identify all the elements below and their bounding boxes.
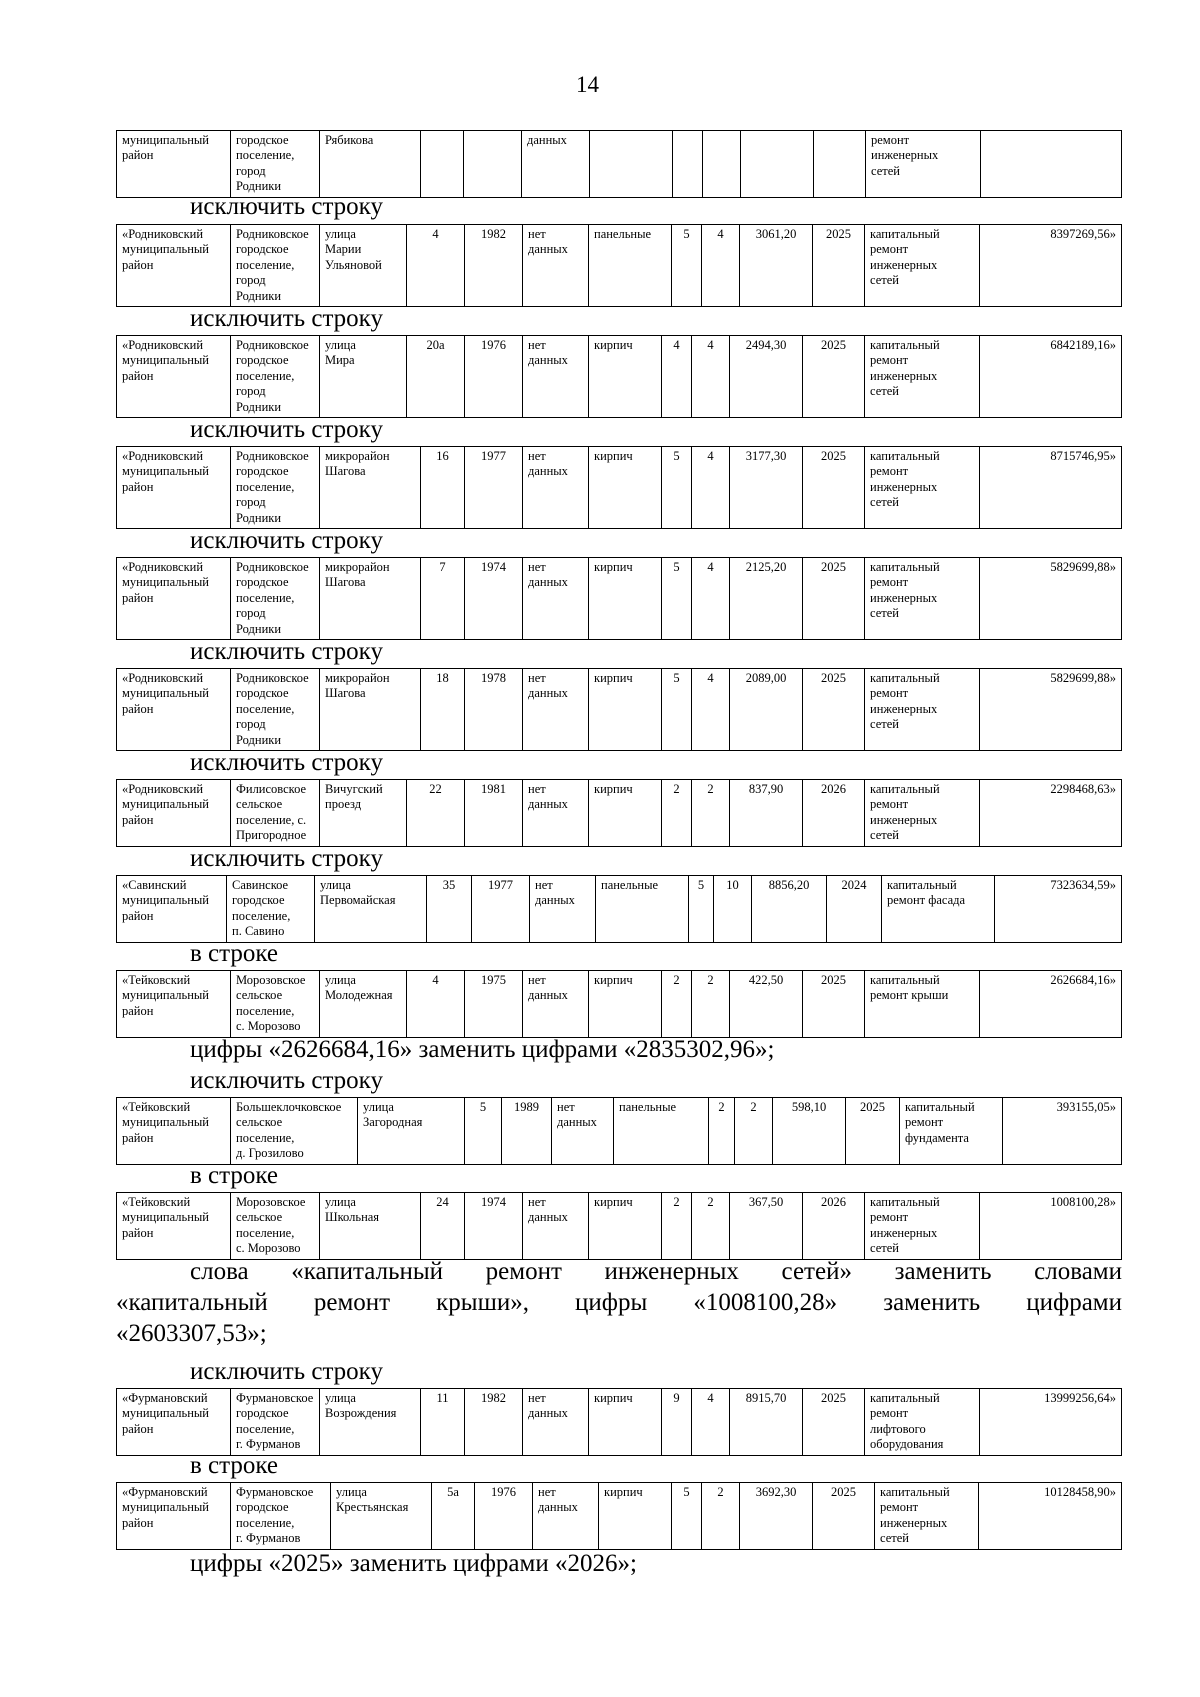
- cell-material: [590, 131, 673, 198]
- cell-year: 1977: [472, 876, 530, 943]
- cell-material: кирпич: [599, 1483, 672, 1550]
- replacement-text-2-line-1: слова «капитальный ремонт инженерных сетей» заменить словами: [190, 1258, 1122, 1285]
- cell-settlement: Морозовское сельское поселение, с. Морозово: [231, 971, 320, 1038]
- cell-plan-year: 2025: [813, 1483, 875, 1550]
- cell-wear: нет данных: [523, 558, 589, 640]
- table-row-12: [116, 1482, 1122, 1550]
- table-row-5: [116, 668, 1122, 751]
- cell-entrances: 4: [692, 558, 730, 640]
- cell-street: улица Школьная: [320, 1193, 421, 1260]
- cell-floors: 9: [662, 1389, 692, 1456]
- cell-cost: 8715746,95»: [980, 447, 1122, 529]
- cell-street: улица Молодежная: [320, 971, 407, 1038]
- cell-entrances: 2: [692, 971, 730, 1038]
- cell-street: улица Возрождения: [320, 1389, 421, 1456]
- cell-wear: нет данных: [523, 447, 589, 529]
- cell-work: капитальный ремонт инженерных сетей: [865, 780, 980, 847]
- cell-work: капитальный ремонт инженерных сетей: [865, 225, 980, 307]
- cell-wear: нет данных: [552, 1098, 614, 1165]
- instruction-in-row: в строке: [190, 1452, 279, 1479]
- cell-year: 1976: [475, 1483, 533, 1550]
- cell-settlement: Родниковское городское поселение, город Родники: [231, 225, 320, 307]
- cell-cost: [981, 131, 1122, 198]
- cell-cost: 1008100,28»: [980, 1193, 1122, 1260]
- cell-cost: 5829699,88»: [980, 558, 1122, 640]
- table-row-8: [116, 970, 1122, 1038]
- cell-work: капитальный ремонт фасада: [882, 876, 995, 943]
- cell-floors: 5: [672, 225, 702, 307]
- instruction-exclude: исключить строку: [190, 416, 383, 443]
- cell-plan-year: [814, 131, 866, 198]
- cell-wear: нет данных: [523, 780, 589, 847]
- cell-area: 367,50: [730, 1193, 803, 1260]
- cell-year: 1989: [502, 1098, 552, 1165]
- cell-plan-year: 2025: [803, 669, 865, 751]
- cell-plan-year: 2025: [846, 1098, 900, 1165]
- cell-plan-year: 2026: [803, 780, 865, 847]
- cell-year: 1981: [465, 780, 523, 847]
- cell-settlement: Родниковское городское поселение, город Родники: [231, 669, 320, 751]
- cell-area: 2125,20: [730, 558, 803, 640]
- cell-house: 4: [407, 225, 465, 307]
- table-row-4: [116, 557, 1122, 640]
- cell-district: «Тейковский муниципальный район: [117, 1098, 231, 1165]
- cell-floors: 5: [662, 669, 692, 751]
- cell-entrances: 4: [692, 1389, 730, 1456]
- cell-house: 5: [465, 1098, 502, 1165]
- cell-area: 3692,30: [740, 1483, 813, 1550]
- cell-district: «Родниковский муниципальный район: [117, 780, 231, 847]
- cell-settlement: городское поселение, город Родники: [231, 131, 320, 198]
- cell-cost: 8397269,56»: [980, 225, 1122, 307]
- cell-district: «Родниковский муниципальный район: [117, 669, 231, 751]
- cell-material: кирпич: [589, 1193, 662, 1260]
- cell-floors: 2: [662, 971, 692, 1038]
- cell-work: капитальный ремонт крыши: [865, 971, 980, 1038]
- cell-settlement: Фурмановское городское поселение, г. Фурманов: [231, 1483, 331, 1550]
- cell-district: «Родниковский муниципальный район: [117, 447, 231, 529]
- cell-year: 1974: [465, 558, 523, 640]
- cell-wear: нет данных: [533, 1483, 599, 1550]
- cell-district: «Фурмановский муниципальный район: [117, 1389, 231, 1456]
- cell-work: ремонт инженерных сетей: [866, 131, 981, 198]
- cell-district: «Савинский муниципальный район: [117, 876, 227, 943]
- cell-wear: данных: [522, 131, 590, 198]
- table-row-0: [116, 130, 1122, 198]
- cell-house: 22: [407, 780, 465, 847]
- cell-year: 1975: [465, 971, 523, 1038]
- cell-year: 1978: [465, 669, 523, 751]
- cell-settlement: Большеклочковское сельское поселение, д. Грозилово: [231, 1098, 358, 1165]
- cell-material: панельные: [596, 876, 689, 943]
- cell-plan-year: 2025: [803, 447, 865, 529]
- cell-floors: 5: [672, 1483, 702, 1550]
- instruction-exclude: исключить строку: [190, 193, 383, 220]
- cell-wear: нет данных: [523, 669, 589, 751]
- cell-work: капитальный ремонт инженерных сетей: [865, 1193, 980, 1260]
- cell-area: 8915,70: [730, 1389, 803, 1456]
- cell-settlement: Родниковское городское поселение, город Родники: [231, 336, 320, 418]
- cell-street: Рябикова: [320, 131, 421, 198]
- cell-settlement: Родниковское городское поселение, город Родники: [231, 447, 320, 529]
- cell-house: 20а: [407, 336, 465, 418]
- instruction-exclude: исключить строку: [190, 1067, 383, 1094]
- cell-area: 837,90: [730, 780, 803, 847]
- cell-year: [464, 131, 522, 198]
- cell-district: «Родниковский муниципальный район: [117, 558, 231, 640]
- cell-street: улица Загородная: [358, 1098, 465, 1165]
- cell-cost: 6842189,16»: [980, 336, 1122, 418]
- cell-area: 3177,30: [730, 447, 803, 529]
- cell-cost: 10128458,90»: [979, 1483, 1122, 1550]
- cell-cost: 393155,05»: [1003, 1098, 1122, 1165]
- cell-material: панельные: [614, 1098, 709, 1165]
- cell-area: 598,10: [773, 1098, 846, 1165]
- cell-house: [421, 131, 464, 198]
- cell-wear: нет данных: [523, 1389, 589, 1456]
- cell-street: улица Марии Ульяновой: [320, 225, 407, 307]
- cell-work: капитальный ремонт инженерных сетей: [865, 447, 980, 529]
- cell-floors: 4: [662, 336, 692, 418]
- cell-area: [741, 131, 814, 198]
- cell-material: кирпич: [589, 447, 662, 529]
- cell-street: улица Мира: [320, 336, 407, 418]
- cell-year: 1982: [465, 1389, 523, 1456]
- cell-floors: 2: [709, 1098, 735, 1165]
- cell-settlement: Савинское городское поселение, п. Савино: [227, 876, 315, 943]
- page-number: 14: [576, 72, 599, 97]
- cell-plan-year: 2025: [803, 336, 865, 418]
- cell-material: кирпич: [589, 669, 662, 751]
- replacement-text-2-line-2: «капитальный ремонт крыши», цифры «1008100,28» заменить цифрами: [116, 1289, 1122, 1316]
- instruction-exclude: исключить строку: [190, 638, 383, 665]
- cell-street: Вичугский проезд: [320, 780, 407, 847]
- cell-house: 4: [407, 971, 465, 1038]
- cell-year: 1974: [465, 1193, 523, 1260]
- cell-floors: 5: [689, 876, 714, 943]
- cell-work: капитальный ремонт лифтового оборудования: [865, 1389, 980, 1456]
- table-row-2: [116, 335, 1122, 418]
- cell-wear: нет данных: [523, 971, 589, 1038]
- instruction-exclude: исключить строку: [190, 749, 383, 776]
- table-row-3: [116, 446, 1122, 529]
- cell-plan-year: 2025: [803, 558, 865, 640]
- cell-cost: 2298468,63»: [980, 780, 1122, 847]
- cell-cost: 13999256,64»: [980, 1389, 1122, 1456]
- replacement-text-3: цифры «2025» заменить цифрами «2026»;: [190, 1550, 637, 1577]
- cell-plan-year: 2024: [827, 876, 882, 943]
- cell-entrances: 2: [692, 780, 730, 847]
- cell-material: панельные: [589, 225, 672, 307]
- cell-area: 422,50: [730, 971, 803, 1038]
- cell-district: муниципальный район: [117, 131, 231, 198]
- cell-entrances: 2: [702, 1483, 740, 1550]
- instruction-exclude: исключить строку: [190, 845, 383, 872]
- cell-material: кирпич: [589, 1389, 662, 1456]
- cell-house: 24: [421, 1193, 465, 1260]
- cell-floors: 2: [662, 780, 692, 847]
- cell-work: капитальный ремонт инженерных сетей: [865, 336, 980, 418]
- cell-settlement: Филисовское сельское поселение, с. Пригородное: [231, 780, 320, 847]
- cell-floors: [673, 131, 703, 198]
- cell-wear: нет данных: [530, 876, 596, 943]
- cell-wear: нет данных: [523, 1193, 589, 1260]
- cell-wear: нет данных: [523, 225, 589, 307]
- cell-area: 8856,20: [752, 876, 827, 943]
- cell-year: 1976: [465, 336, 523, 418]
- cell-cost: 7323634,59»: [995, 876, 1122, 943]
- cell-plan-year: 2025: [803, 971, 865, 1038]
- cell-district: «Тейковский муниципальный район: [117, 971, 231, 1038]
- cell-work: капитальный ремонт инженерных сетей: [875, 1483, 979, 1550]
- cell-entrances: 4: [702, 225, 740, 307]
- cell-house: 16: [421, 447, 465, 529]
- cell-house: 35: [427, 876, 472, 943]
- cell-year: 1982: [465, 225, 523, 307]
- cell-district: «Родниковский муниципальный район: [117, 336, 231, 418]
- cell-work: капитальный ремонт фундамента: [900, 1098, 1003, 1165]
- table-row-6: [116, 779, 1122, 847]
- cell-street: микрорайон Шагова: [320, 669, 421, 751]
- cell-entrances: 10: [714, 876, 752, 943]
- cell-street: микрорайон Шагова: [320, 558, 421, 640]
- cell-entrances: 2: [692, 1193, 730, 1260]
- cell-work: капитальный ремонт инженерных сетей: [865, 558, 980, 640]
- cell-entrances: 4: [692, 336, 730, 418]
- cell-street: улица Крестьянская: [331, 1483, 432, 1550]
- cell-material: кирпич: [589, 336, 662, 418]
- cell-street: микрорайон Шагова: [320, 447, 421, 529]
- cell-house: 18: [421, 669, 465, 751]
- cell-district: «Родниковский муниципальный район: [117, 225, 231, 307]
- cell-settlement: Морозовское сельское поселение, с. Морозово: [231, 1193, 320, 1260]
- cell-house: 5а: [432, 1483, 475, 1550]
- cell-settlement: Родниковское городское поселение, город Родники: [231, 558, 320, 640]
- cell-entrances: 4: [692, 669, 730, 751]
- cell-material: кирпич: [589, 780, 662, 847]
- cell-plan-year: 2025: [803, 1389, 865, 1456]
- instruction-in-row: в строке: [190, 940, 279, 967]
- cell-district: «Тейковский муниципальный район: [117, 1193, 231, 1260]
- cell-street: улица Первомайская: [315, 876, 427, 943]
- replacement-text-1: цифры «2626684,16» заменить цифрами «2835302,96»;: [190, 1036, 775, 1063]
- instruction-in-row: в строке: [190, 1162, 279, 1189]
- cell-house: 11: [421, 1389, 465, 1456]
- instruction-exclude: исключить строку: [190, 527, 383, 554]
- table-row-9: [116, 1097, 1122, 1165]
- table-row-10: [116, 1192, 1122, 1260]
- cell-district: «Фурмановский муниципальный район: [117, 1483, 231, 1550]
- table-row-7: [116, 875, 1122, 943]
- cell-year: 1977: [465, 447, 523, 529]
- cell-entrances: [703, 131, 741, 198]
- cell-floors: 5: [662, 447, 692, 529]
- cell-work: капитальный ремонт инженерных сетей: [865, 669, 980, 751]
- instruction-exclude: исключить строку: [190, 305, 383, 332]
- cell-cost: 5829699,88»: [980, 669, 1122, 751]
- cell-settlement: Фурмановское городское поселение, г. Фурманов: [231, 1389, 320, 1456]
- cell-floors: 5: [662, 558, 692, 640]
- cell-material: кирпич: [589, 971, 662, 1038]
- cell-plan-year: 2025: [813, 225, 865, 307]
- cell-cost: 2626684,16»: [980, 971, 1122, 1038]
- cell-area: 3061,20: [740, 225, 813, 307]
- table-row-1: [116, 224, 1122, 307]
- cell-plan-year: 2026: [803, 1193, 865, 1260]
- replacement-text-2-line-3: «2603307,53»;: [116, 1320, 267, 1347]
- cell-area: 2494,30: [730, 336, 803, 418]
- cell-area: 2089,00: [730, 669, 803, 751]
- cell-wear: нет данных: [523, 336, 589, 418]
- table-row-11: [116, 1388, 1122, 1456]
- replacement-paragraph-2: [116, 1256, 1122, 1349]
- instruction-exclude: исключить строку: [190, 1358, 383, 1385]
- cell-house: 7: [421, 558, 465, 640]
- cell-floors: 2: [662, 1193, 692, 1260]
- cell-entrances: 4: [692, 447, 730, 529]
- cell-material: кирпич: [589, 558, 662, 640]
- cell-entrances: 2: [735, 1098, 773, 1165]
